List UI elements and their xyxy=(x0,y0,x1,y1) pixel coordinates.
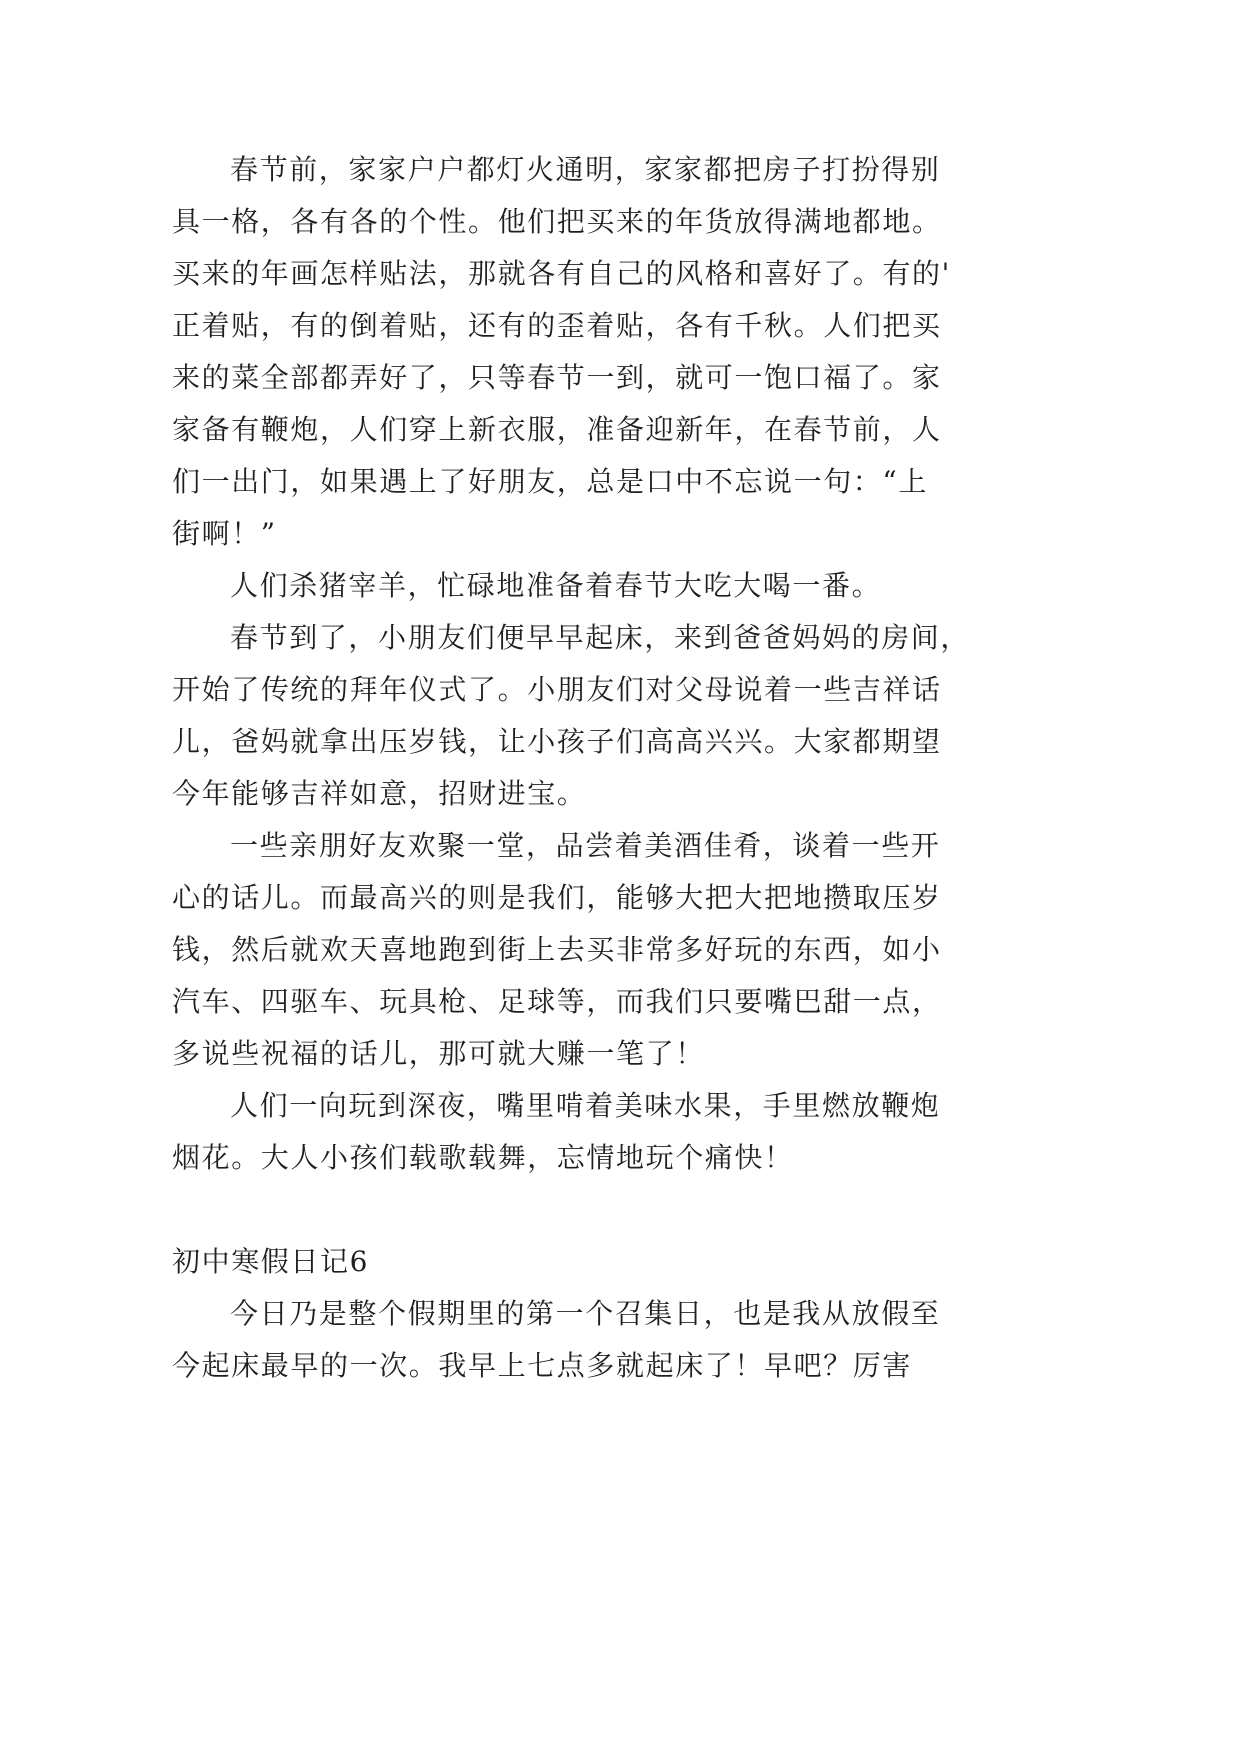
blank-line xyxy=(172,1184,992,1236)
paragraph-line: 人们一向玩到深夜，嘴里啃着美味水果，手里燃放鞭炮 xyxy=(230,1089,941,1122)
paragraph-line: 一些亲朋好友欢聚一堂，品尝着美酒佳肴，谈着一些开 xyxy=(230,829,941,862)
paragraph xyxy=(172,820,992,1080)
paragraph-line: 人们杀猪宰羊，忙碌地准备着春节大吃大喝一番。 xyxy=(230,569,882,602)
paragraph-line: 今日乃是整个假期里的第一个召集日，也是我从放假至 xyxy=(230,1297,941,1330)
paragraph-line: 买来的年画怎样贴法，那就各有自己的风格和喜好了。有的' xyxy=(172,257,951,290)
paragraph xyxy=(172,1288,992,1392)
section-heading: 初中寒假日记6 xyxy=(172,1245,370,1278)
document-body xyxy=(172,144,992,1392)
paragraph-line: 心的话儿。而最高兴的则是我们，能够大把大把地攒取压岁 xyxy=(172,881,942,914)
paragraph xyxy=(172,612,992,820)
paragraph-line: 街啊！” xyxy=(172,517,277,550)
paragraph-line: 春节到了，小朋友们便早早起床，来到爸爸妈妈的房间， xyxy=(230,621,971,654)
paragraph-line: 正着贴，有的倒着贴，还有的歪着贴，各有千秋。人们把买 xyxy=(172,309,942,342)
paragraph-line: 多说些祝福的话儿，那可就大赚一笔了！ xyxy=(172,1037,705,1070)
paragraph-line: 春节前，家家户户都灯火通明，家家都把房子打扮得别 xyxy=(230,153,941,186)
paragraph-line: 钱，然后就欢天喜地跑到街上去买非常多好玩的东西，如小 xyxy=(172,933,942,966)
paragraph xyxy=(172,560,992,612)
paragraph-line: 今年能够吉祥如意，招财进宝。 xyxy=(172,777,587,810)
paragraph-line: 汽车、四驱车、玩具枪、足球等，而我们只要嘴巴甜一点， xyxy=(172,985,942,1018)
paragraph xyxy=(172,144,992,560)
paragraph-line: 烟花。大人小孩们载歌载舞，忘情地玩个痛快！ xyxy=(172,1141,794,1174)
paragraph-line: 具一格，各有各的个性。他们把买来的年货放得满地都地。 xyxy=(172,205,942,238)
paragraph-line: 今起床最早的一次。我早上七点多就起床了！早吧？厉害 xyxy=(172,1349,913,1382)
paragraph xyxy=(172,1080,992,1184)
paragraph-line: 家备有鞭炮，人们穿上新衣服，准备迎新年，在春节前，人 xyxy=(172,413,942,446)
paragraph-line: 来的菜全部都弄好了，只等春节一到，就可一饱口福了。家 xyxy=(172,361,942,394)
paragraph-line: 儿，爸妈就拿出压岁钱，让小孩子们高高兴兴。大家都期望 xyxy=(172,725,942,758)
paragraph-line: 们一出门，如果遇上了好朋友，总是口中不忘说一句：“上 xyxy=(172,465,928,498)
paragraph-line: 开始了传统的拜年仪式了。小朋友们对父母说着一些吉祥话 xyxy=(172,673,942,706)
